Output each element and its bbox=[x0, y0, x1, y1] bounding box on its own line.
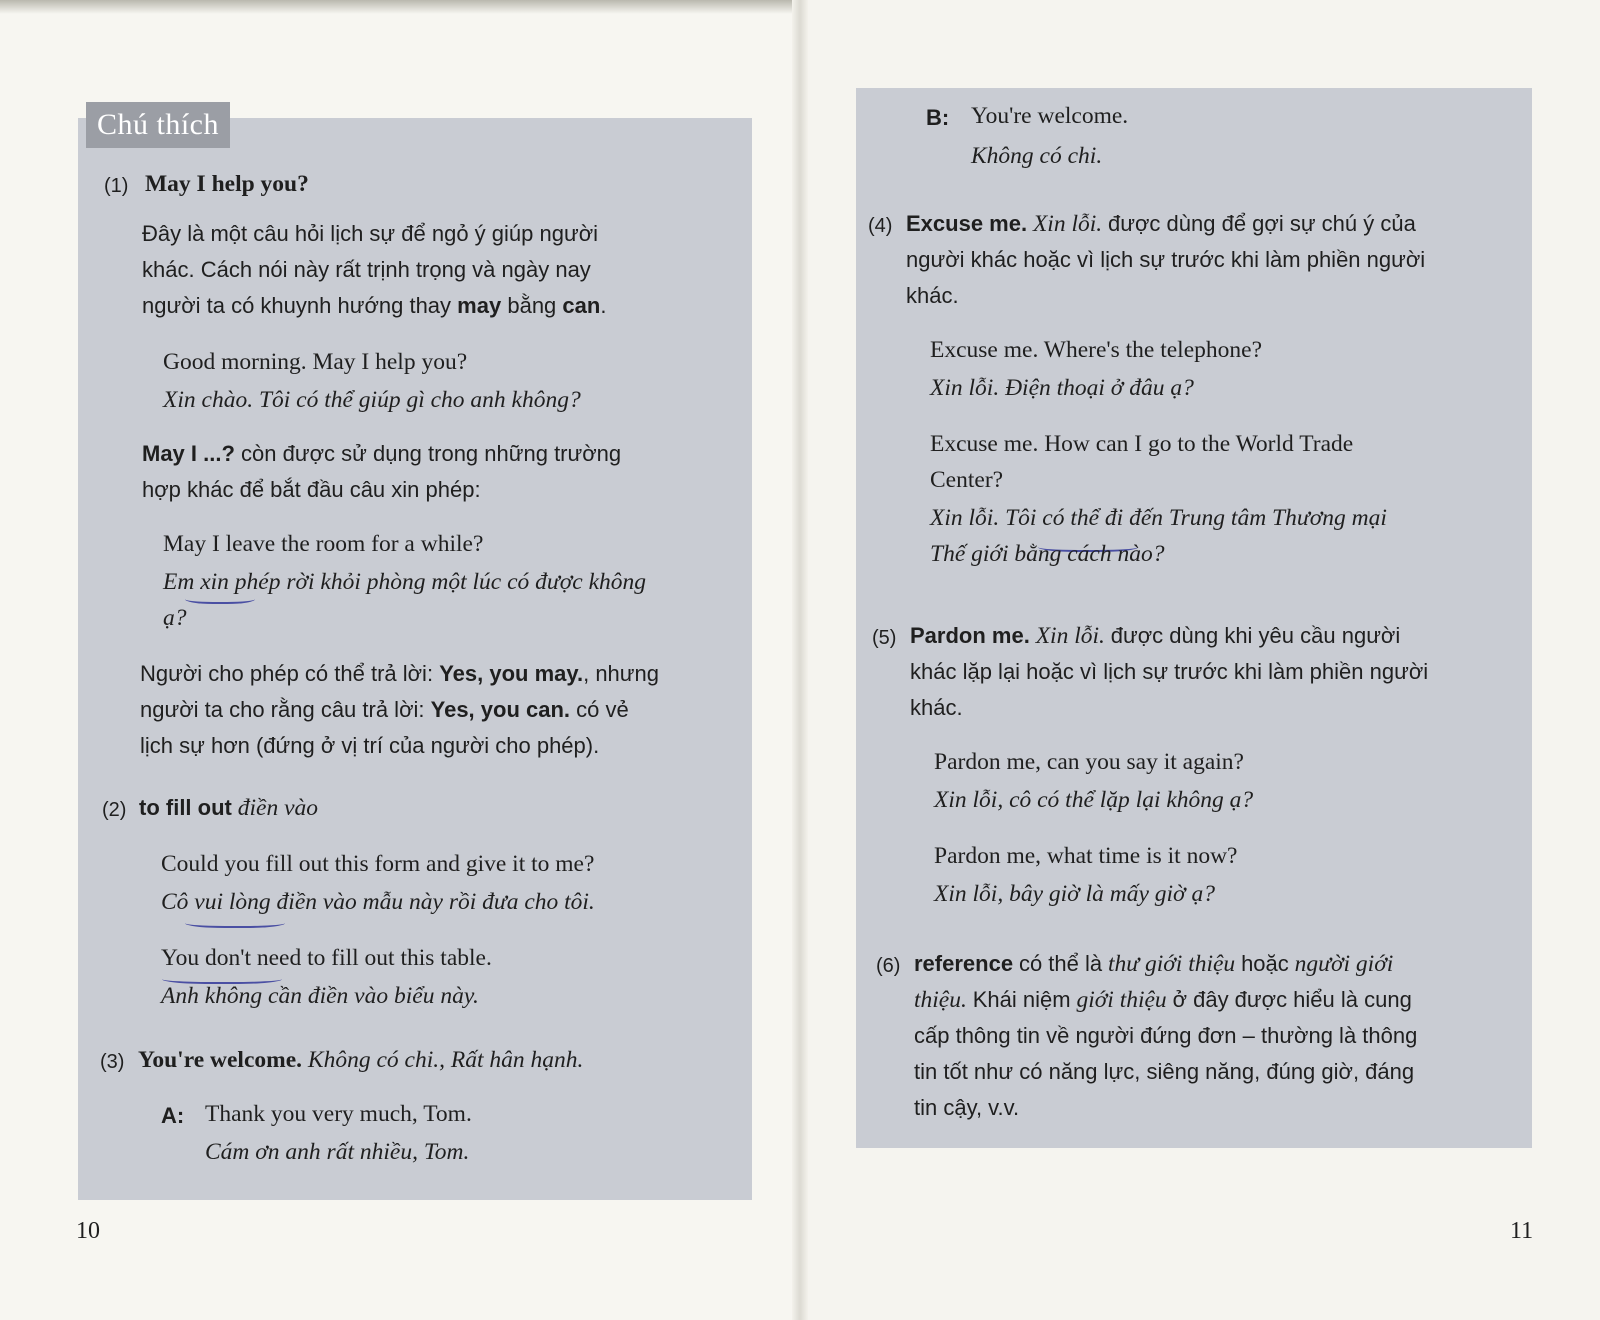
text-line: tin tốt như có năng lực, siêng năng, đúng giờ, đáng bbox=[914, 1059, 1415, 1084]
note-number: (4) bbox=[868, 215, 893, 237]
example-translation: ạ? bbox=[163, 605, 187, 631]
note-number: (1) bbox=[104, 175, 129, 197]
note-number: (3) bbox=[100, 1051, 125, 1073]
section-heading: Chú thích bbox=[86, 102, 230, 148]
example-english: Could you fill out this form and give it to me? bbox=[161, 851, 595, 877]
text-line: hợp khác để bắt đầu câu xin phép: bbox=[142, 477, 481, 502]
dialogue-translation: Không có chi. bbox=[971, 143, 1103, 169]
example-english: You don't need to fill out this table. bbox=[161, 945, 492, 971]
speaker-label: A: bbox=[161, 1103, 185, 1128]
note-number: (5) bbox=[872, 627, 897, 649]
text-line: lịch sự hơn (đứng ở vị trí của người cho phép). bbox=[140, 733, 600, 758]
example-translation: Xin lỗi. Điện thoại ở đâu ạ? bbox=[930, 375, 1194, 401]
text-line: người khác hoặc vì lịch sự trước khi làm phiền người bbox=[906, 247, 1426, 272]
example-english: Excuse me. How can I go to the World Trade bbox=[930, 431, 1354, 457]
example-translation: Anh không cần điền vào biểu này. bbox=[161, 983, 479, 1009]
page-number: 10 bbox=[76, 1218, 100, 1244]
page-shadow bbox=[0, 0, 800, 14]
pen-underline bbox=[162, 972, 282, 984]
example-translation: Xin lỗi, cô có thể lặp lại không ạ? bbox=[934, 787, 1254, 813]
example-english: Pardon me, what time is it now? bbox=[934, 843, 1238, 869]
text-line: khác. Cách nói này rất trịnh trọng và ngày nay bbox=[142, 257, 591, 282]
text-line: khác lặp lại hoặc vì lịch sự trước khi làm phiền người bbox=[910, 659, 1429, 684]
book-gutter bbox=[792, 0, 808, 1320]
text-line: khác. bbox=[910, 695, 963, 720]
note-number: (6) bbox=[876, 955, 901, 977]
note-title: reference có thể là thư giới thiệu hoặc người giới bbox=[914, 951, 1394, 977]
note-title: Pardon me. Xin lỗi. được dùng khi yêu cầu người bbox=[910, 623, 1401, 649]
note-title: You're welcome. Không có chi., Rất hân hạnh. bbox=[138, 1047, 584, 1073]
example-english: Good morning. May I help you? bbox=[163, 349, 468, 375]
pen-underline bbox=[185, 916, 285, 928]
dialogue-english: Thank you very much, Tom. bbox=[205, 1101, 472, 1127]
example-translation: Em xin phép rời khỏi phòng một lúc có được không bbox=[163, 569, 647, 595]
text-line: Người cho phép có thể trả lời: Yes, you may., nhưng bbox=[140, 661, 659, 686]
page-number: 11 bbox=[1510, 1218, 1534, 1244]
dialogue-translation: Cám ơn anh rất nhiều, Tom. bbox=[205, 1139, 470, 1165]
speaker-label: B: bbox=[926, 105, 950, 130]
note-title: May I help you? bbox=[145, 171, 309, 197]
text-line: May I ...? còn được sử dụng trong những trường bbox=[142, 441, 622, 466]
example-english: Excuse me. Where's the telephone? bbox=[930, 337, 1263, 363]
example-translation: Thế giới bằng cách nào? bbox=[930, 541, 1165, 567]
text-line: tin cậy, v.v. bbox=[914, 1095, 1020, 1120]
pen-underline bbox=[185, 592, 255, 604]
note-title: to fill out điền vào bbox=[139, 795, 318, 821]
text-line: người ta có khuynh hướng thay may bằng can. bbox=[142, 293, 607, 318]
example-translation: Cô vui lòng điền vào mẫu này rồi đưa cho tôi. bbox=[161, 889, 595, 915]
text-line: thiệu. Khái niệm giới thiệu ở đây được hiểu là cung bbox=[914, 987, 1412, 1013]
example-translation: Xin lỗi. Tôi có thể đi đến Trung tâm Thương mại bbox=[930, 505, 1387, 531]
example-translation: Xin chào. Tôi có thể giúp gì cho anh không? bbox=[163, 387, 581, 413]
note-number: (2) bbox=[102, 799, 127, 821]
dialogue-english: You're welcome. bbox=[971, 103, 1129, 129]
example-english: May I leave the room for a while? bbox=[163, 531, 484, 557]
example-translation: Xin lỗi, bây giờ là mấy giờ ạ? bbox=[934, 881, 1215, 907]
text-line: người ta cho rằng câu trả lời: Yes, you can. có vẻ bbox=[140, 697, 629, 722]
note-title: Excuse me. Xin lỗi. được dùng để gợi sự chú ý của bbox=[906, 211, 1416, 237]
text-line: cấp thông tin về người đứng đơn – thường là thông bbox=[914, 1023, 1418, 1048]
text-line: Đây là một câu hỏi lịch sự để ngỏ ý giúp người bbox=[142, 221, 599, 246]
example-english: Pardon me, can you say it again? bbox=[934, 749, 1244, 775]
text-line: khác. bbox=[906, 283, 959, 308]
example-english: Center? bbox=[930, 467, 1004, 493]
